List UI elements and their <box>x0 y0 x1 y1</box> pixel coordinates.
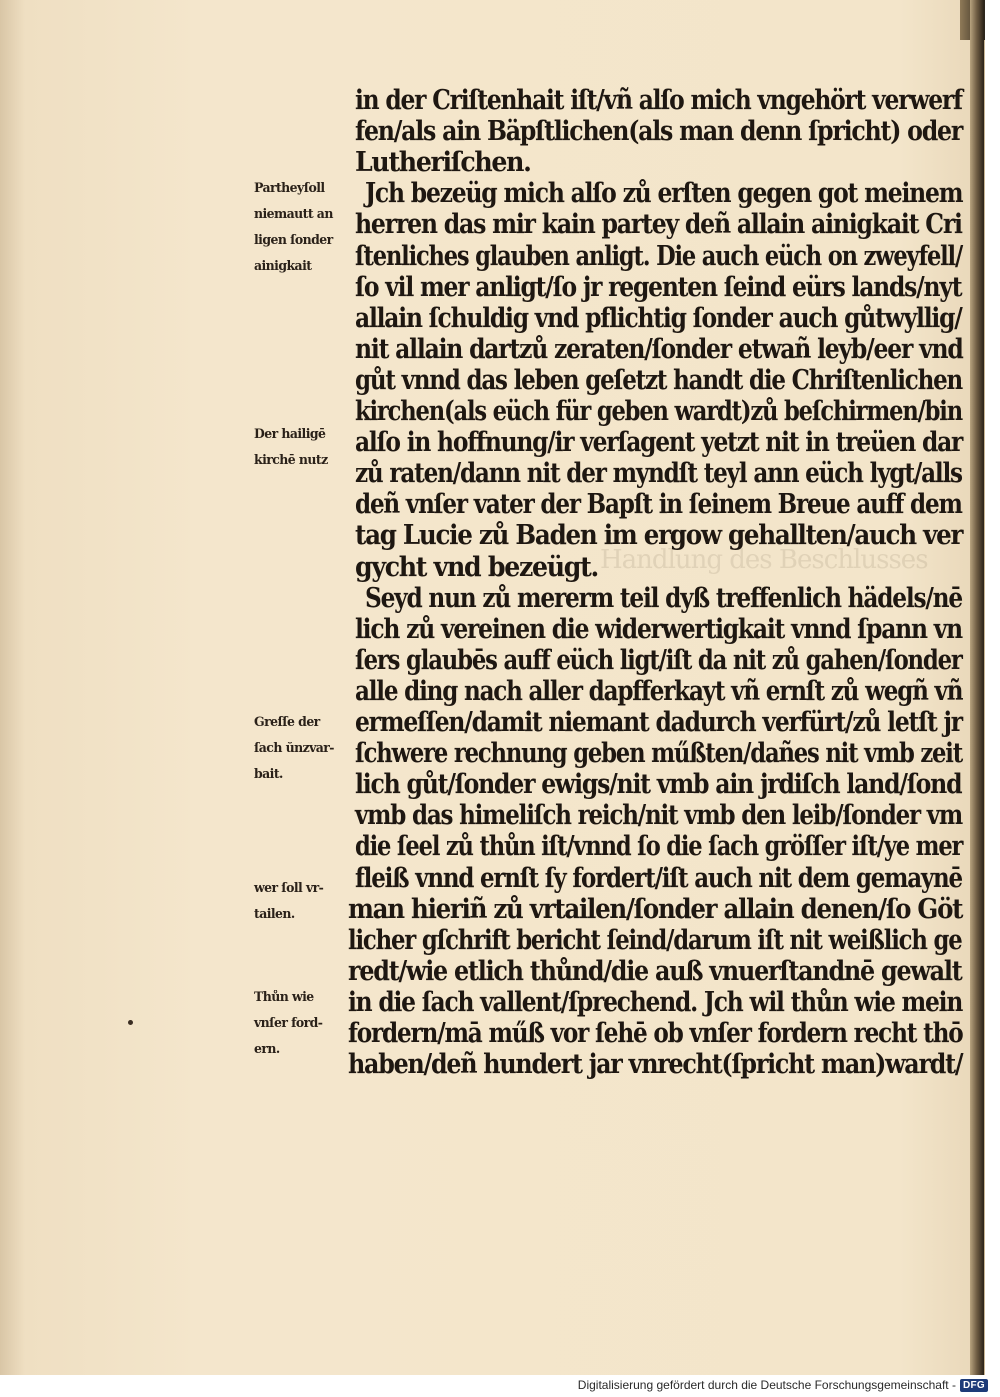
margin-note-line: ſach ŭnzvar- <box>254 741 334 756</box>
margin-note-line: vnſer ford- <box>254 1016 323 1031</box>
margin-note-line: Der hailigē <box>254 427 326 442</box>
text-line: herren das mir kain partey deñ allain ainigkait Cri <box>355 209 962 241</box>
text-line: fleiß vnnd ernſt ſy fordert/iſt auch nit dem gemaynē <box>355 862 962 894</box>
text-line: ſtenliches glauben anligt. Die auch eüch on zweyfell/ <box>355 240 963 272</box>
text-line: fen/als ain Bäpſtlichen(als man denn ſpricht) oder <box>355 116 963 148</box>
text-line: deñ vnſer vater der Bapſt in ſeinem Breue auff dem <box>355 489 962 521</box>
text-line: lich zů vereinen die widerwertigkait vnnd ſpann vn <box>355 613 962 645</box>
text-line: ſchwere rechnung geben műßten/dañes nit vmb zeit <box>355 738 963 770</box>
text-line: gycht vnd bezeügt. <box>355 551 598 583</box>
text-line: in die ſach vallent/ſprechend. Jch wil thůn wie mein <box>348 986 963 1018</box>
margin-note <box>254 422 354 474</box>
text-line: ſo vil mer anligt/ſo jr regenten ſeind eürs lands/nyt <box>355 271 962 303</box>
text-line: gůt vnnd das leben geſetzt handt die Chriſtenlichen <box>355 364 963 396</box>
margin-note-line: tailen. <box>254 907 295 922</box>
text-line: ermeſſen/damit niemant dadurch verfürt/zů letſt jr <box>355 707 962 738</box>
text-line: lich gůt/ſonder ewigs/nit vmb ain jrdiſch land/ſond <box>355 769 962 801</box>
text-line: man hieriñ zů vrtailen/ſonder allain denen/ſo Göt <box>348 893 963 925</box>
funding-notice: Digitalisierung gefördert durch die Deutsche Forschungsgemeinschaft - <box>577 1378 956 1392</box>
text-line: redt/wie etlich thůnd/die auß vnuerſtandnē gewalt <box>348 955 962 987</box>
margin-note <box>254 176 354 280</box>
margin-note-line: Greſſe der <box>254 715 320 730</box>
text-line: ſers glaubēs auff eüch ligt/iſt da nit zů gahen/ſonder <box>355 644 962 676</box>
margin-note-line: kirchē nutz <box>254 453 328 468</box>
margin-note <box>254 710 354 788</box>
text-line: in der Criſtenhait iſt/vñ alſo mich vngehört verwerf <box>355 85 962 116</box>
text-line: zů raten/dann nit der myndſt teyl ann eüch lygt/alls <box>355 458 962 490</box>
footer <box>578 1376 988 1394</box>
margin-note <box>254 876 354 928</box>
text-line: vmb das himeliſch reich/nit vmb den leib/ſonder vm <box>355 800 963 832</box>
margin-note-line: bait. <box>254 767 283 782</box>
margin-note-line: Partheyſoll <box>254 181 325 196</box>
text-line: haben/deñ hundert jar vnrecht(ſpricht man)wardt/ <box>348 1049 963 1081</box>
margin-note-line: Thůn wie <box>254 990 314 1005</box>
margin-note-line: ern. <box>254 1042 280 1057</box>
text-line: fordern/mā műß vor ſehē ob vnſer fordern recht thō <box>348 1018 963 1049</box>
text-line: die ſeel zů thůn iſt/vnnd ſo die ſach gröſſer iſt/ye mer <box>355 831 963 863</box>
text-line: allain ſchuldig vnd pflichtig ſonder auch gůtwyllig/ <box>355 302 962 334</box>
ink-speck <box>128 1020 133 1025</box>
text-line: Seyd nun zů mererm teil dyß treffenlich hädels/nē <box>365 582 962 614</box>
spine-shadow <box>970 0 984 1375</box>
margin-note-line: ainigkait <box>254 259 312 274</box>
text-line: kirchen(als eüch für geben wardt)zů beſchirmen/bin <box>355 396 962 427</box>
margin-note-line: wer ſoll vr- <box>254 881 324 896</box>
text-line: tag Lucie zů Baden im ergow gehallten/auch ver <box>355 520 963 552</box>
margin-note-line: niemautt an <box>254 207 333 222</box>
show-through-text: Handlung des Beschlusses <box>600 545 928 575</box>
margin-note <box>254 985 354 1063</box>
text-line: Jch bezeüg mich alſo zů erſten gegen got meinem <box>365 178 963 210</box>
text-line: alſo in hoffnung/ir verſagent yetzt nit in treüen dar <box>355 427 963 459</box>
text-line: nit allain dartzů zeraten/ſonder etwañ leyb/eer vnd <box>355 333 963 365</box>
text-line: licher gſchrift bericht ſeind/darum iſt nit weißlich ge <box>348 924 962 956</box>
text-line: alle ding nach aller dapfferkayt vñ ernſt zů wegñ vñ <box>355 675 963 707</box>
margin-note-line: ligen ſonder <box>254 233 333 248</box>
dfg-logo: DFG <box>960 1379 988 1392</box>
text-line: Lutheriſchen. <box>355 147 531 179</box>
